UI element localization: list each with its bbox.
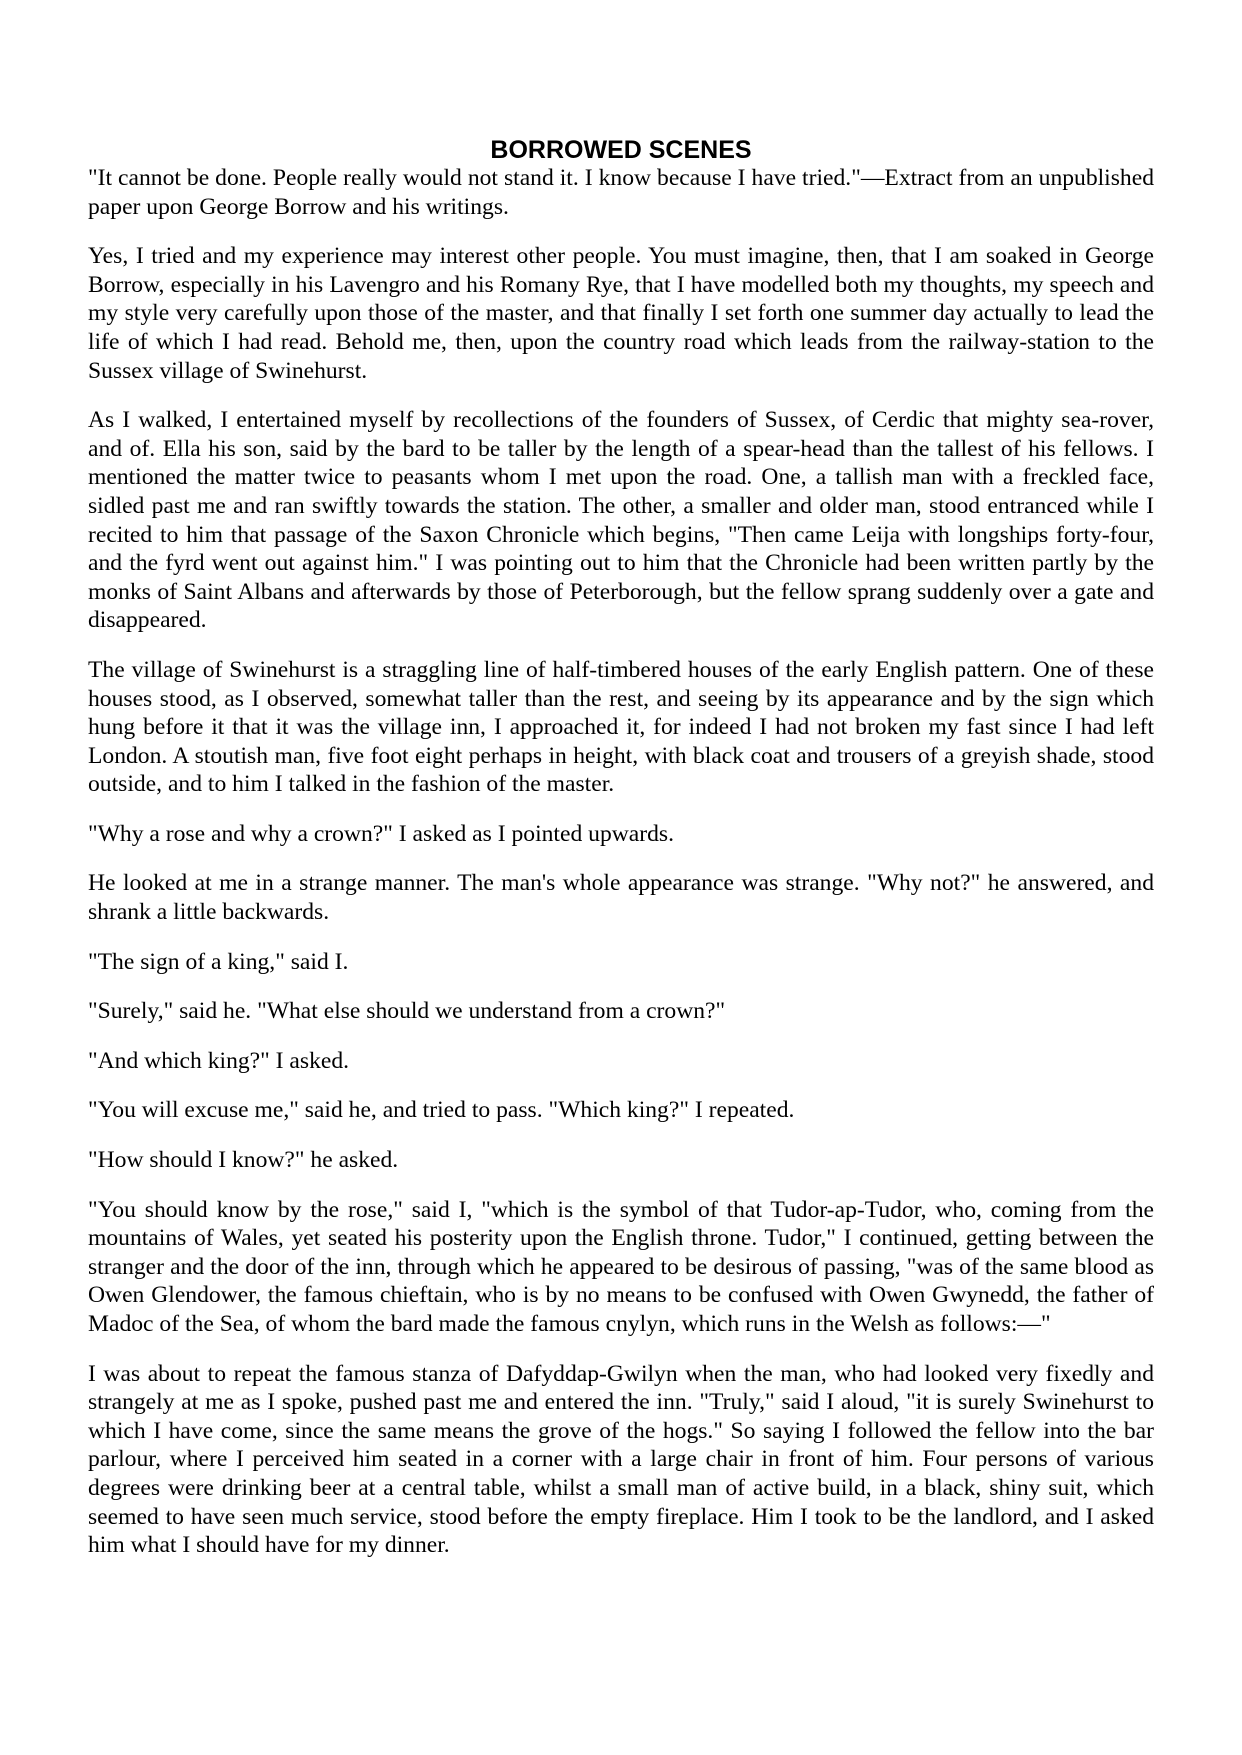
paragraph-9: "And which king?" I asked.	[88, 1047, 350, 1074]
page-title: BORROWED SCENES	[490, 136, 752, 164]
paragraph-13: I was about to repeat the famous stanza of Dafyddap-Gwilyn when the man, who had looked very fixedly and strangely at me as I spoke, pushed past me and entered the inn. "Truly," said I aloud, "it is surely Swinehurst to which I have come, since the same means the grove of the hogs." So saying I followed the fellow into the bar parlour, where I perceived him seated in a corner with a large chair in front of him. Four persons of various degrees were drinking beer at a central table, whilst a small man of active build, in a black, shiny suit, which seemed to have seen much service, stood before the empty fireplace. Him I took to be the landlord, and I asked him what I should have for my dinner.	[88, 1360, 1154, 1559]
paragraph-7: "The sign of a king," said I.	[88, 948, 349, 975]
paragraph-2: Yes, I tried and my experience may interest other people. You must imagine, then, that I am soaked in George Borrow, especially in his Lavengro and his Romany Rye, that I have modelled both my thoughts, my speech and my style very carefully upon those of the master, and that finally I set forth one summer day actually to lead the life of which I had read. Behold me, then, upon the country road which leads from the railway-station to the Sussex village of Swinehurst.	[88, 243, 1154, 384]
paragraph-8: "Surely," said he. "What else should we understand from a crown?"	[88, 998, 726, 1025]
paragraph-4: The village of Swinehurst is a straggling line of half-timbered houses of the early English pattern. One of these houses stood, as I observed, somewhat taller than the rest, and seeing by its appearance and by the sign which hung before it that it was the village inn, I approached it, for indeed I had not broken my fast since I had left London. A stoutish man, five foot eight perhaps in height, with black coat and trousers of a greyish shade, stood outside, and to him I talked in the fashion of the master.	[88, 656, 1154, 798]
paragraph-epigraph: "It cannot be done. People really would not stand it. I know because I have tried."—Extract from an unpublished paper upon George Borrow and his writings.	[88, 165, 1154, 220]
paragraph-12: "You should know by the rose," said I, "which is the symbol of that Tudor-ap-Tudor, who, coming from the mountains of Wales, yet seated his posterity upon the English throne. Tudor," I continued, getting between the stranger and the door of the inn, through which he appeared to be desirous of passing, "was of the same blood as Owen Glendower, the famous chieftain, who is by no means to be confused with Owen Gwynedd, the father of Madoc of the Sea, of whom the bard made the famous cnylyn, which runs in the Welsh as follows:—"	[88, 1196, 1154, 1337]
paragraph-10: "You will excuse me," said he, and tried to pass. "Which king?" I repeated.	[88, 1097, 795, 1124]
document-page	[88, 134, 1154, 1581]
paragraph-11: "How should I know?" he asked.	[88, 1147, 399, 1174]
paragraph-5: "Why a rose and why a crown?" I asked as I pointed upwards.	[88, 820, 674, 847]
paragraph-6: He looked at me in a strange manner. The man's whole appearance was strange. "Why not?" he answered, and shrank a little backwards.	[88, 870, 1154, 926]
paragraph-3: As I walked, I entertained myself by recollections of the founders of Sussex, of Cerdic that mighty sea-rover, and of. Ella his son, said by the bard to be taller by the length of a spear-head than the tallest of his fellows. I mentioned the matter twice to peasants whom I met upon the road. One, a tallish man with a freckled face, sidled past me and ran swiftly towards the station. The other, a smaller and older man, stood entranced while I recited to him that passage of the Saxon Chronicle which begins, "Then came Leija with longships forty-four, and the fyrd went out against him." I was pointing out to him that the Chronicle had been written partly by the monks of Saint Albans and afterwards by those of Peterborough, but the fellow sprang suddenly over a gate and disappeared.	[88, 407, 1154, 634]
